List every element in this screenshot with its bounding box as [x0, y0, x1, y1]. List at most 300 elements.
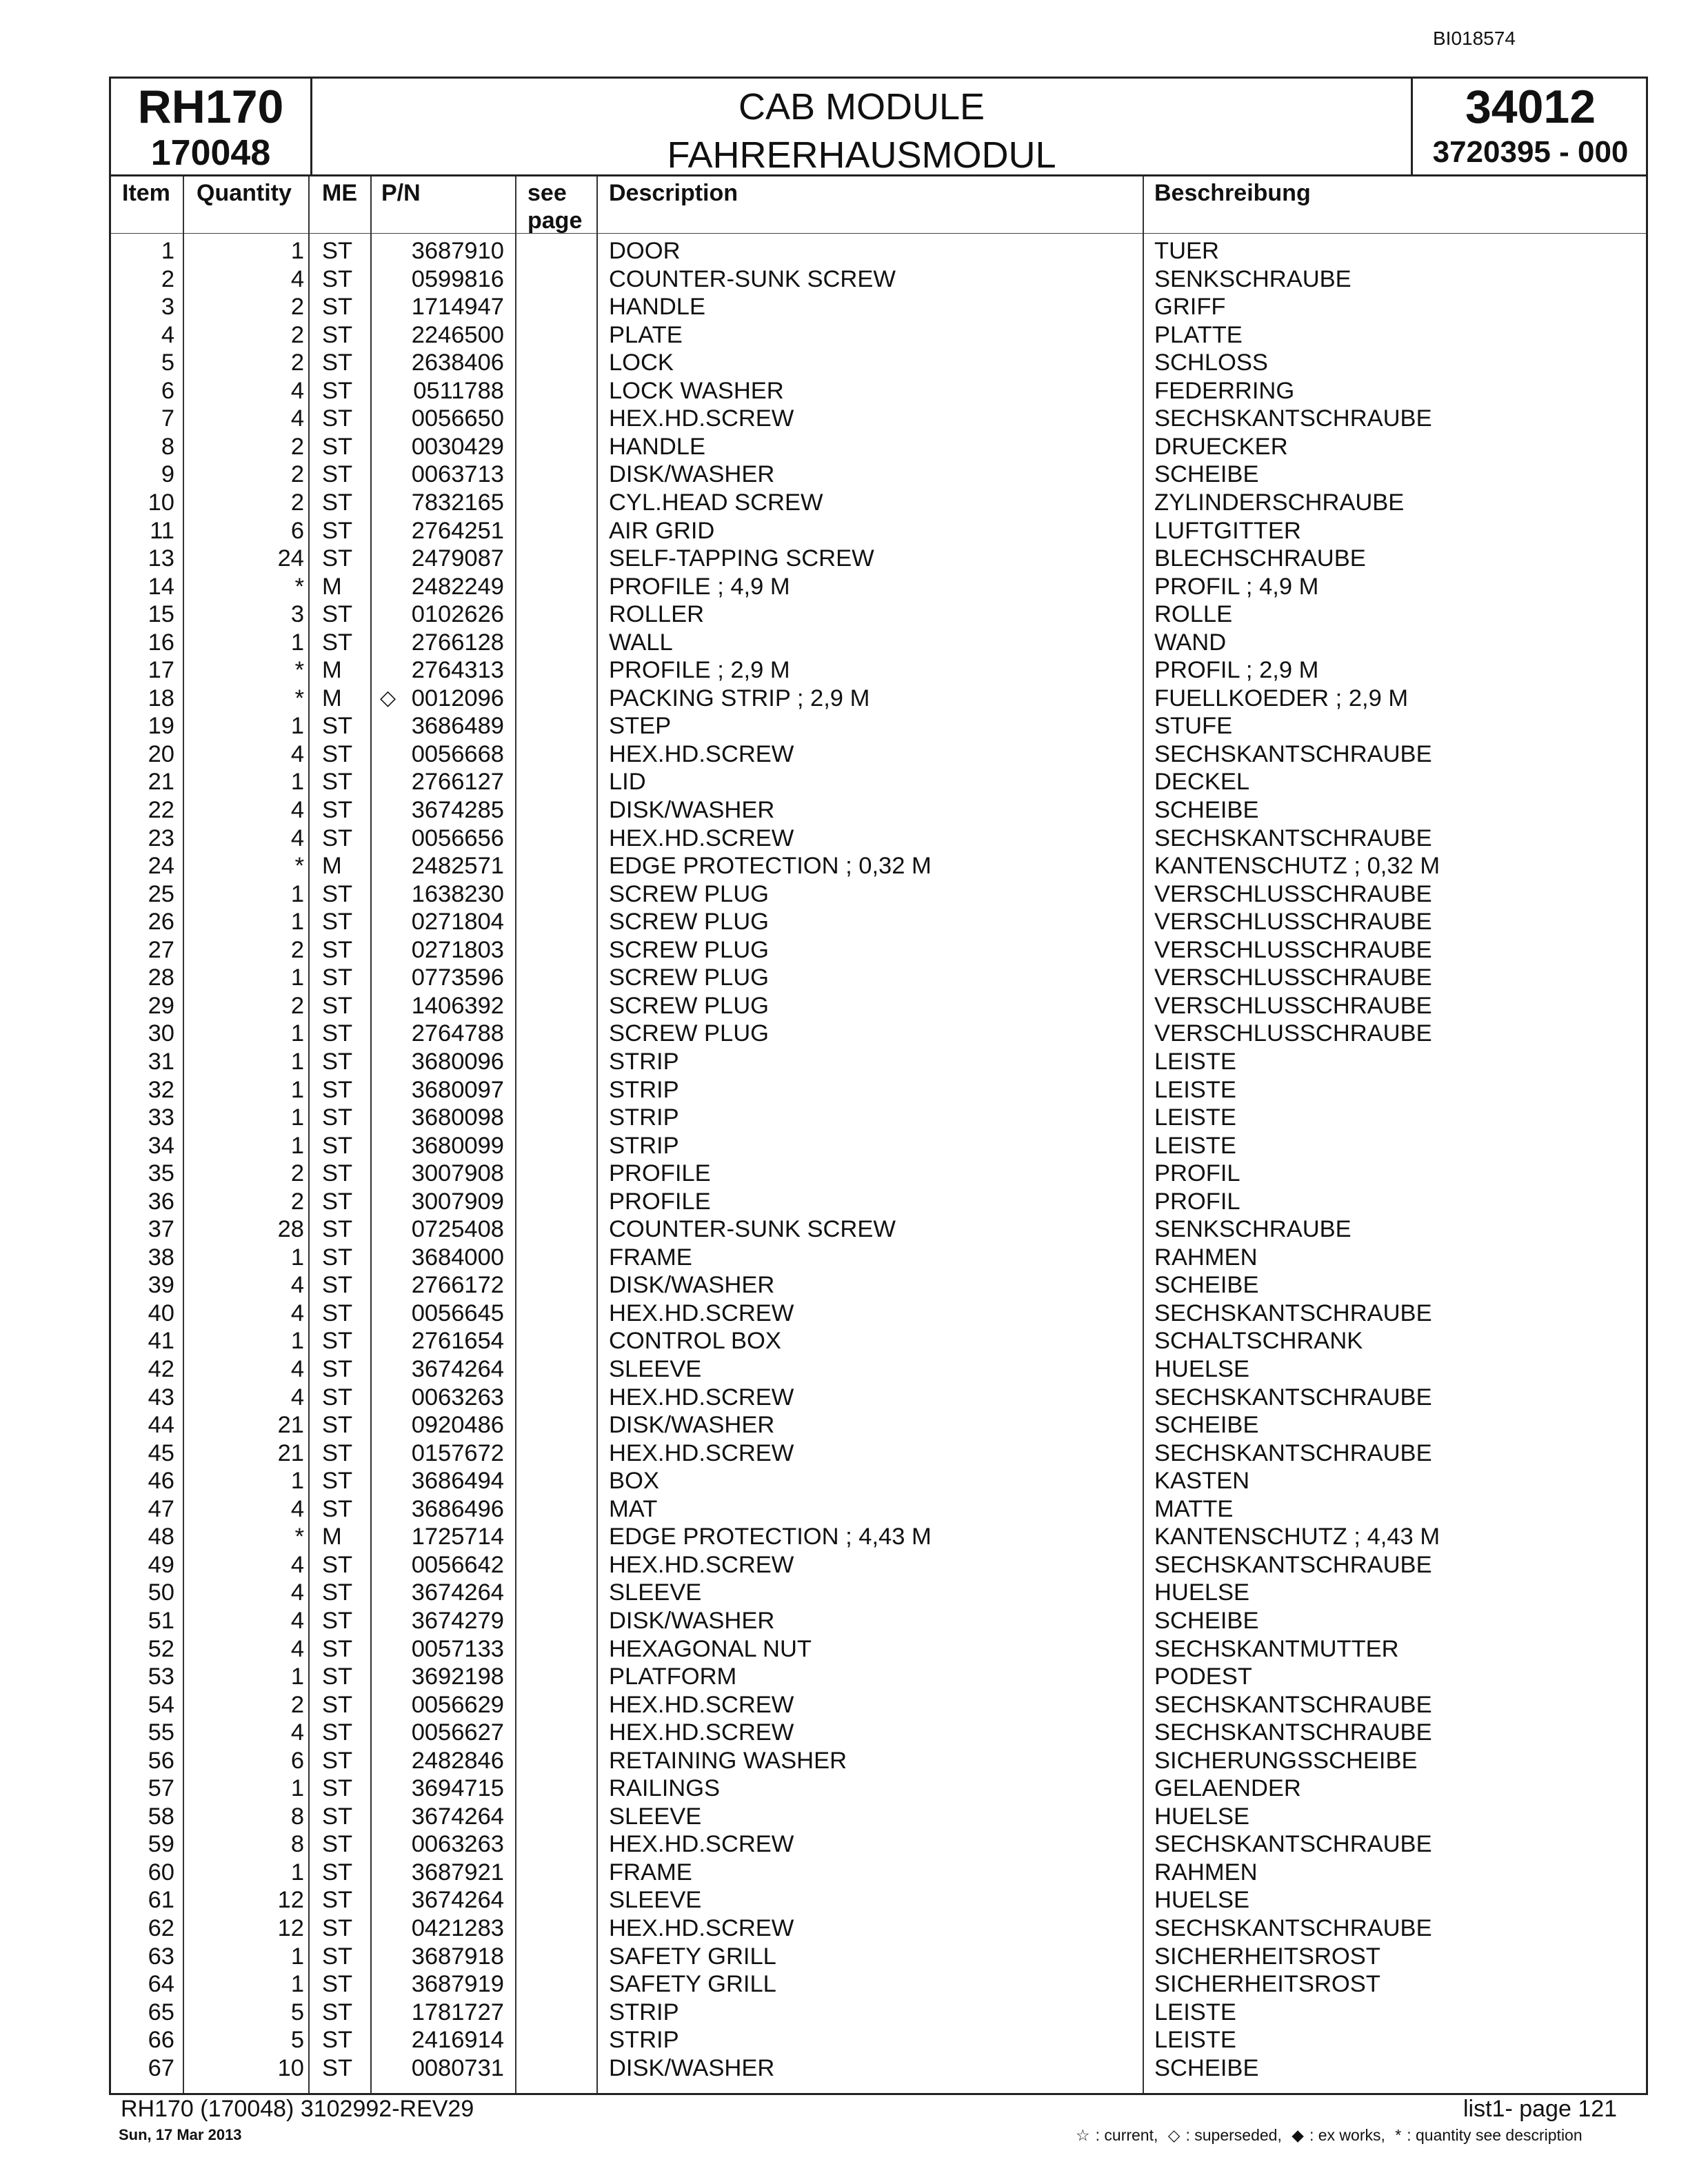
- item-number: 53: [148, 1664, 174, 1690]
- table-row: [111, 796, 1646, 825]
- description: AIR GRID: [609, 517, 715, 544]
- quantity: 2: [290, 321, 304, 348]
- beschreibung: PLATTE: [1154, 321, 1243, 348]
- table-row: [111, 1914, 1646, 1943]
- item-number: 13: [148, 545, 174, 572]
- item-number: 30: [148, 1020, 174, 1047]
- description: STRIP: [609, 1132, 679, 1159]
- description: WALL: [609, 629, 673, 656]
- document-id: BI018574: [1433, 28, 1516, 49]
- description: STEP: [609, 713, 672, 740]
- table-row: [111, 321, 1646, 350]
- item-number: 20: [148, 740, 174, 767]
- part-number: 3674285: [411, 797, 504, 823]
- part-number: 3674264: [411, 1356, 504, 1382]
- table-row: [111, 1048, 1646, 1076]
- part-number: 0920486: [411, 1412, 504, 1439]
- part-number: 3680098: [411, 1104, 504, 1131]
- page-number: list1- page 121: [1463, 2096, 1618, 2122]
- unit: ST: [322, 909, 353, 936]
- table-row: [111, 1747, 1646, 1775]
- model-cell: [111, 79, 312, 174]
- part-number: 2766127: [411, 769, 504, 796]
- unit: ST: [322, 740, 353, 767]
- quantity: 1: [290, 909, 304, 936]
- table-row: [111, 1579, 1646, 1607]
- beschreibung: SICHERHEITSROST: [1154, 1971, 1380, 1998]
- part-number: 0157672: [411, 1439, 504, 1466]
- description: ROLLER: [609, 601, 705, 628]
- beschreibung: SECHSKANTSCHRAUBE: [1154, 405, 1432, 432]
- quantity: *: [294, 657, 304, 684]
- table-row: [111, 433, 1646, 461]
- item-number: 32: [148, 1076, 174, 1103]
- item-number: 26: [148, 909, 174, 936]
- beschreibung: PODEST: [1154, 1664, 1252, 1690]
- item-number: 9: [161, 461, 174, 488]
- column-headers: [111, 176, 1646, 234]
- unit: ST: [322, 936, 353, 963]
- unit: ST: [322, 1384, 353, 1410]
- beschreibung: KASTEN: [1154, 1468, 1250, 1495]
- unit: ST: [322, 1719, 353, 1746]
- unit: ST: [322, 1300, 353, 1326]
- part-number: 0056629: [411, 1691, 504, 1718]
- part-number: 3674264: [411, 1579, 504, 1606]
- description: PACKING STRIP ; 2,9 M: [609, 685, 870, 711]
- description: DISK/WASHER: [609, 1412, 775, 1439]
- description: HEX.HD.SCREW: [609, 1300, 794, 1326]
- table-row: [111, 600, 1646, 629]
- part-number: 7832165: [411, 489, 504, 516]
- table-row: [111, 1999, 1646, 2027]
- item-number: 49: [148, 1551, 174, 1578]
- table-row: [111, 1523, 1646, 1551]
- description: DISK/WASHER: [609, 461, 775, 488]
- unit: ST: [322, 461, 353, 488]
- quantity: 10: [277, 2054, 304, 2081]
- description: PROFILE ; 2,9 M: [609, 657, 790, 684]
- item-number: 22: [148, 797, 174, 823]
- beschreibung: HUELSE: [1154, 1356, 1250, 1382]
- table-row: [111, 768, 1646, 796]
- table-row: [111, 405, 1646, 433]
- description: PROFILE: [609, 1160, 711, 1187]
- quantity: 1: [290, 1104, 304, 1131]
- part-number: 0271803: [411, 936, 504, 963]
- item-number: 58: [148, 1803, 174, 1830]
- quantity: 4: [290, 797, 304, 823]
- unit: ST: [322, 797, 353, 823]
- beschreibung: SECHSKANTSCHRAUBE: [1154, 825, 1432, 851]
- unit: ST: [322, 350, 353, 376]
- description: HEX.HD.SCREW: [609, 1831, 794, 1858]
- part-number: 0773596: [411, 964, 504, 991]
- machine-number: 170048: [150, 133, 271, 173]
- part-number: 3007909: [411, 1188, 504, 1215]
- item-number: 55: [148, 1719, 174, 1746]
- part-number: 3686494: [411, 1468, 504, 1495]
- item-number: 43: [148, 1384, 174, 1410]
- beschreibung: PROFIL ; 4,9 M: [1154, 573, 1319, 600]
- part-number: 2479087: [411, 545, 504, 572]
- beschreibung: SCHEIBE: [1154, 2054, 1259, 2081]
- description: HEX.HD.SCREW: [609, 1551, 794, 1578]
- part-number: 1714947: [411, 294, 504, 321]
- table-row: [111, 712, 1646, 740]
- quantity: 4: [290, 1356, 304, 1382]
- part-number: 0056650: [411, 405, 504, 432]
- table-row: [111, 1859, 1646, 1887]
- item-number: 61: [148, 1887, 174, 1914]
- unit: ST: [322, 1048, 353, 1075]
- unit: ST: [322, 2027, 353, 2054]
- item-number: 23: [148, 825, 174, 851]
- col-description: Description: [609, 180, 738, 206]
- beschreibung: SECHSKANTSCHRAUBE: [1154, 1439, 1432, 1466]
- beschreibung: SECHSKANTSCHRAUBE: [1154, 1551, 1432, 1578]
- quantity: 4: [290, 1607, 304, 1634]
- description: LOCK: [609, 350, 674, 376]
- description: EDGE PROTECTION ; 0,32 M: [609, 853, 932, 880]
- description: MAT: [609, 1495, 658, 1522]
- quantity: 1: [290, 880, 304, 907]
- unit: ST: [322, 880, 353, 907]
- part-number: 3680097: [411, 1076, 504, 1103]
- item-number: 41: [148, 1328, 174, 1355]
- description: STRIP: [609, 2027, 679, 2054]
- table-row: [111, 908, 1646, 936]
- table-row: [111, 1411, 1646, 1439]
- legend-superseded: : superseded,: [1185, 2126, 1282, 2144]
- item-number: 39: [148, 1272, 174, 1299]
- beschreibung: VERSCHLUSSCHRAUBE: [1154, 992, 1432, 1019]
- table-row: [111, 1607, 1646, 1635]
- quantity: 2: [290, 294, 304, 321]
- unit: ST: [322, 1468, 353, 1495]
- description: HEXAGONAL NUT: [609, 1635, 812, 1662]
- quantity: 4: [290, 1495, 304, 1522]
- description: DISK/WASHER: [609, 1607, 775, 1634]
- description: FRAME: [609, 1859, 692, 1885]
- quantity: 1: [290, 713, 304, 740]
- beschreibung: LEISTE: [1154, 1104, 1236, 1131]
- unit: ST: [322, 1188, 353, 1215]
- item-number: 62: [148, 1915, 174, 1941]
- item-number: 48: [148, 1524, 174, 1550]
- table-row: [111, 1467, 1646, 1495]
- beschreibung: PROFIL ; 2,9 M: [1154, 657, 1319, 684]
- part-number: 3692198: [411, 1664, 504, 1690]
- quantity: 1: [290, 1943, 304, 1970]
- unit: ST: [322, 1971, 353, 1998]
- quantity: 4: [290, 1635, 304, 1662]
- part-number: 2764313: [411, 657, 504, 684]
- item-number: 10: [148, 489, 174, 516]
- quantity: 1: [290, 238, 304, 264]
- part-number: 2246500: [411, 321, 504, 348]
- superseded-icon: ◇: [380, 686, 396, 709]
- description: EDGE PROTECTION ; 4,43 M: [609, 1524, 932, 1550]
- unit: ST: [322, 1160, 353, 1187]
- table-row: [111, 629, 1646, 657]
- legend-exworks: : ex works,: [1309, 2126, 1385, 2144]
- table-row: [111, 1970, 1646, 1999]
- part-number: 0599816: [411, 265, 504, 292]
- description: PROFILE ; 4,9 M: [609, 573, 790, 600]
- part-number: 0725408: [411, 1216, 504, 1243]
- unit: ST: [322, 377, 353, 404]
- symbol-legend: [1076, 2126, 1588, 2145]
- item-number: 65: [148, 1999, 174, 2025]
- beschreibung: LEISTE: [1154, 2027, 1236, 2054]
- item-number: 1: [161, 238, 174, 264]
- unit: ST: [322, 1664, 353, 1690]
- beschreibung: FEDERRING: [1154, 377, 1295, 404]
- part-number: 0063263: [411, 1831, 504, 1858]
- part-number: 1725714: [411, 1524, 504, 1550]
- quantity: 2: [290, 1160, 304, 1187]
- quantity: 2: [290, 489, 304, 516]
- table-row: [111, 1188, 1646, 1216]
- quantity: 28: [277, 1216, 304, 1243]
- part-number: 0063713: [411, 461, 504, 488]
- beschreibung: PROFIL: [1154, 1160, 1240, 1187]
- part-number: 3674264: [411, 1803, 504, 1830]
- beschreibung: GELAENDER: [1154, 1775, 1301, 1802]
- description: PLATE: [609, 321, 683, 348]
- unit: ST: [322, 1887, 353, 1914]
- unit: ST: [322, 1831, 353, 1858]
- table-row: [111, 1943, 1646, 1971]
- unit: ST: [322, 964, 353, 991]
- part-number: 0271804: [411, 909, 504, 936]
- beschreibung: SECHSKANTSCHRAUBE: [1154, 1384, 1432, 1410]
- part-number: 3007908: [411, 1160, 504, 1187]
- table-row: [111, 377, 1646, 405]
- beschreibung: RAHMEN: [1154, 1859, 1258, 1885]
- item-number: 44: [148, 1412, 174, 1439]
- table-row: [111, 545, 1646, 573]
- table-row: [111, 1719, 1646, 1747]
- item-number: 31: [148, 1048, 174, 1075]
- table-row: [111, 1215, 1646, 1244]
- beschreibung: STUFE: [1154, 713, 1233, 740]
- quantity: 4: [290, 1579, 304, 1606]
- item-number: 3: [161, 294, 174, 321]
- description: SLEEVE: [609, 1579, 702, 1606]
- table-row: [111, 1132, 1646, 1160]
- unit: ST: [322, 1020, 353, 1047]
- col-me: ME: [322, 180, 357, 206]
- table-row: [111, 1300, 1646, 1328]
- beschreibung: HUELSE: [1154, 1579, 1250, 1606]
- quantity: 4: [290, 405, 304, 432]
- item-number: 45: [148, 1439, 174, 1466]
- description: SLEEVE: [609, 1356, 702, 1382]
- beschreibung: MATTE: [1154, 1495, 1234, 1522]
- description: STRIP: [609, 1104, 679, 1131]
- quantity: *: [294, 573, 304, 600]
- quantity: 4: [290, 265, 304, 292]
- unit: ST: [322, 1775, 353, 1802]
- unit: ST: [322, 2054, 353, 2081]
- description: DISK/WASHER: [609, 1272, 775, 1299]
- table-row: [111, 1271, 1646, 1300]
- beschreibung: VERSCHLUSSCHRAUBE: [1154, 909, 1432, 936]
- item-number: 27: [148, 936, 174, 963]
- quantity: 5: [290, 2027, 304, 2054]
- item-number: 66: [148, 2027, 174, 2054]
- part-number: 0056627: [411, 1719, 504, 1746]
- part-number: 0057133: [411, 1635, 504, 1662]
- quantity: 4: [290, 740, 304, 767]
- footer-reference: RH170 (170048) 3102992-REV29: [121, 2096, 474, 2122]
- description: DISK/WASHER: [609, 797, 775, 823]
- description: HEX.HD.SCREW: [609, 405, 794, 432]
- model-name: RH170: [137, 81, 284, 133]
- quantity: 2: [290, 1188, 304, 1215]
- quantity: 1: [290, 1775, 304, 1802]
- table-row: [111, 656, 1646, 685]
- beschreibung: RAHMEN: [1154, 1244, 1258, 1271]
- beschreibung: VERSCHLUSSCHRAUBE: [1154, 936, 1432, 963]
- unit: ST: [322, 1607, 353, 1634]
- description: PROFILE: [609, 1188, 711, 1215]
- item-number: 15: [148, 601, 174, 628]
- legend-quantity: : quantity see description: [1407, 2126, 1582, 2144]
- beschreibung: ROLLE: [1154, 601, 1233, 628]
- table-row: [111, 237, 1646, 265]
- table-row: [111, 1020, 1646, 1048]
- quantity: 1: [290, 1859, 304, 1885]
- unit: M: [322, 685, 342, 711]
- beschreibung: FUELLKOEDER ; 2,9 M: [1154, 685, 1409, 711]
- item-number: 50: [148, 1579, 174, 1606]
- group-number: 34012: [1465, 81, 1596, 133]
- table-row: [111, 880, 1646, 909]
- part-number: 0080731: [411, 2054, 504, 2081]
- table-row: [111, 1663, 1646, 1691]
- beschreibung: WAND: [1154, 629, 1227, 656]
- unit: ST: [322, 265, 353, 292]
- quantity: 12: [277, 1887, 304, 1914]
- diamond-filled-icon: ◆: [1292, 2126, 1304, 2144]
- part-number: 3680096: [411, 1048, 504, 1075]
- quantity: 21: [277, 1439, 304, 1466]
- table-row: [111, 1327, 1646, 1355]
- item-number: 25: [148, 880, 174, 907]
- part-number: 1406392: [411, 992, 504, 1019]
- part-number: 0030429: [411, 433, 504, 460]
- item-number: 36: [148, 1188, 174, 1215]
- description: RETAINING WASHER: [609, 1747, 847, 1774]
- beschreibung: SECHSKANTSCHRAUBE: [1154, 1719, 1432, 1746]
- quantity: 1: [290, 1971, 304, 1998]
- unit: ST: [322, 321, 353, 348]
- unit: ST: [322, 1495, 353, 1522]
- unit: ST: [322, 1439, 353, 1466]
- quantity: 21: [277, 1412, 304, 1439]
- quantity: 2: [290, 1691, 304, 1718]
- table-row: [111, 1160, 1646, 1188]
- beschreibung: DRUECKER: [1154, 433, 1288, 460]
- unit: ST: [322, 1579, 353, 1606]
- item-number: 7: [161, 405, 174, 432]
- quantity: 4: [290, 1384, 304, 1410]
- item-number: 28: [148, 964, 174, 991]
- quantity: 2: [290, 936, 304, 963]
- col-pn: P/N: [381, 180, 421, 206]
- beschreibung: HUELSE: [1154, 1803, 1250, 1830]
- unit: ST: [322, 489, 353, 516]
- unit: ST: [322, 1244, 353, 1271]
- quantity: 1: [290, 1244, 304, 1271]
- description: HEX.HD.SCREW: [609, 825, 794, 851]
- unit: ST: [322, 1076, 353, 1103]
- beschreibung: SECHSKANTSCHRAUBE: [1154, 1831, 1432, 1858]
- item-number: 54: [148, 1691, 174, 1718]
- legend-current: : current,: [1095, 2126, 1158, 2144]
- beschreibung: SCHEIBE: [1154, 461, 1259, 488]
- part-number: 3686489: [411, 713, 504, 740]
- description: CONTROL BOX: [609, 1328, 781, 1355]
- unit: M: [322, 657, 342, 684]
- item-number: 60: [148, 1859, 174, 1885]
- description: LOCK WASHER: [609, 377, 784, 404]
- unit: ST: [322, 1328, 353, 1355]
- item-number: 64: [148, 1971, 174, 1998]
- part-number: 0056668: [411, 740, 504, 767]
- description: LID: [609, 769, 646, 796]
- col-see-page-1: see: [528, 180, 567, 206]
- unit: ST: [322, 1216, 353, 1243]
- table-row: [111, 1244, 1646, 1272]
- part-number: 2766128: [411, 629, 504, 656]
- beschreibung: SICHERUNGSSCHEIBE: [1154, 1747, 1418, 1774]
- description: HEX.HD.SCREW: [609, 1719, 794, 1746]
- quantity: 4: [290, 377, 304, 404]
- quantity: 12: [277, 1915, 304, 1941]
- description: FRAME: [609, 1244, 692, 1271]
- title-cell: [312, 79, 1413, 174]
- col-beschreibung: Beschreibung: [1154, 180, 1311, 206]
- part-number: 3687918: [411, 1943, 504, 1970]
- unit: ST: [322, 1104, 353, 1131]
- description: BOX: [609, 1468, 659, 1495]
- item-number: 29: [148, 992, 174, 1019]
- unit: ST: [322, 1803, 353, 1830]
- beschreibung: SENKSCHRAUBE: [1154, 265, 1352, 292]
- part-number: 2416914: [411, 2027, 504, 2054]
- part-number: 0421283: [411, 1915, 504, 1941]
- quantity: 2: [290, 433, 304, 460]
- table-row: [111, 2054, 1646, 2083]
- item-number: 59: [148, 1831, 174, 1858]
- item-number: 11: [150, 517, 174, 544]
- quantity: 1: [290, 1132, 304, 1159]
- beschreibung: VERSCHLUSSCHRAUBE: [1154, 964, 1432, 991]
- description: HEX.HD.SCREW: [609, 1384, 794, 1410]
- item-number: 67: [148, 2054, 174, 2081]
- item-number: 18: [148, 685, 174, 711]
- part-number: 0056656: [411, 825, 504, 851]
- unit: ST: [322, 1691, 353, 1718]
- description: SCREW PLUG: [609, 936, 769, 963]
- item-number: 40: [148, 1300, 174, 1326]
- unit: ST: [322, 545, 353, 572]
- beschreibung: LEISTE: [1154, 1076, 1236, 1103]
